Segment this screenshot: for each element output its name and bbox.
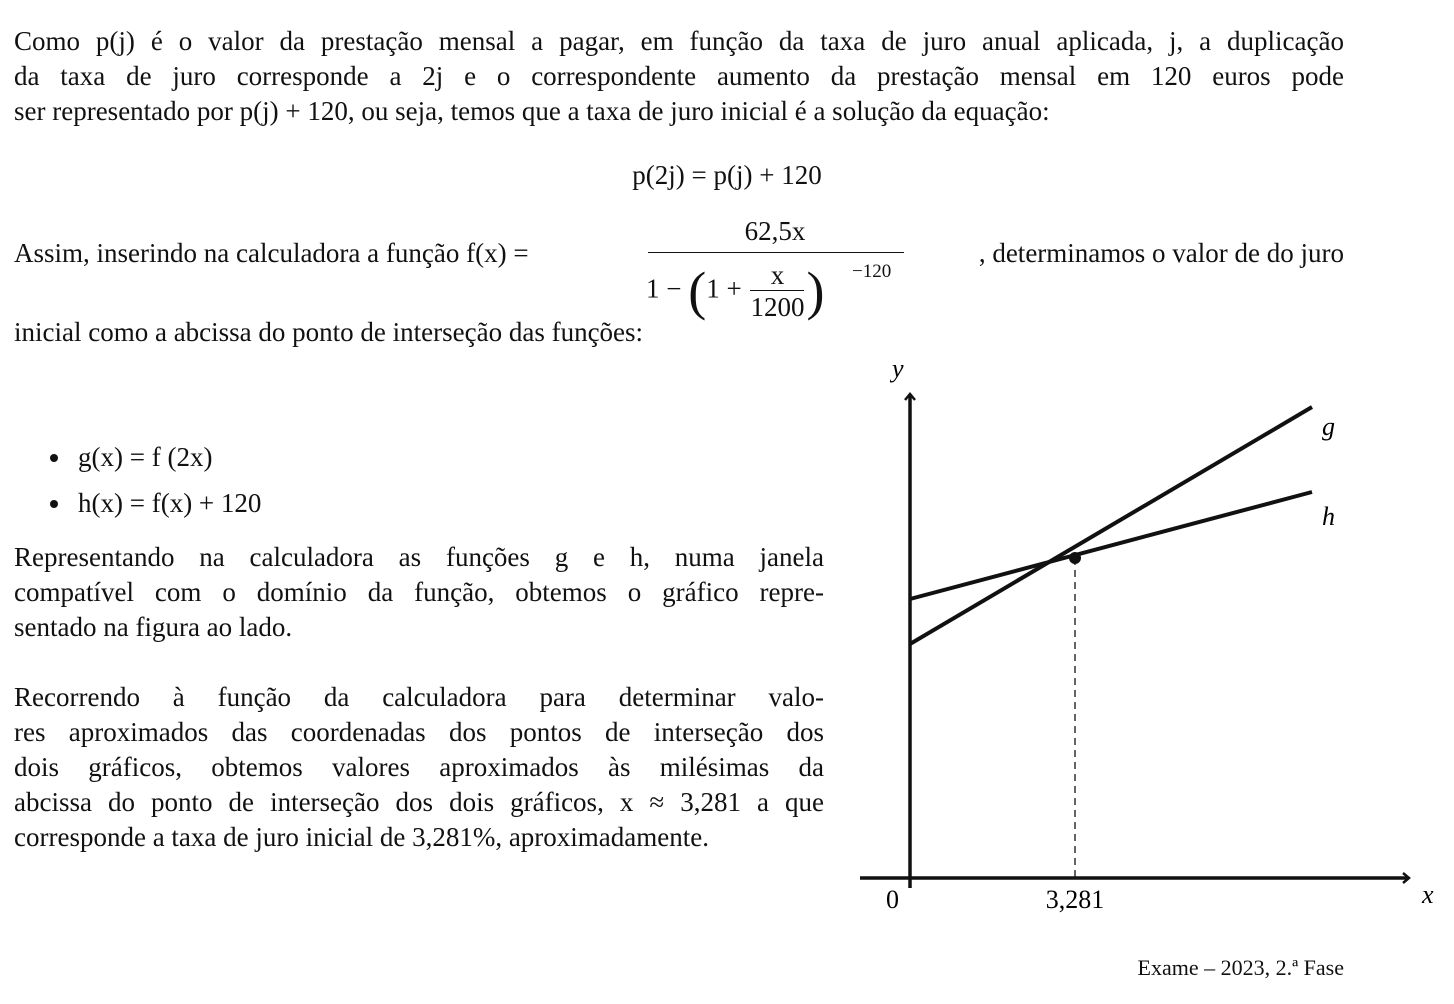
para3-line-3: dois gráficos, obtemos valores aproximados às milésimas da — [14, 752, 824, 782]
one-plus: 1 + — [706, 273, 742, 304]
x-tick-label: 3,281 — [1045, 885, 1105, 914]
para3-line-1: Recorrendo à função da calculadora para determinar valo- — [14, 682, 824, 712]
inner-denominator: 1200 — [750, 292, 805, 322]
exam-source: Exame – 2023, 2.ª Fase — [1137, 955, 1344, 980]
intro-line-2: da taxa de juro corresponde a 2j e o correspondente aumento da prestação mensal em 120 euros pode — [14, 61, 1344, 91]
assim-prefix: Assim, inserindo na calculadora a função f(x) = — [14, 238, 529, 268]
origin-label: 0 — [886, 885, 899, 914]
g-line — [910, 407, 1312, 644]
intersection-point — [1069, 552, 1081, 564]
assim-suffix: , determinamos o valor de do juro — [978, 238, 1344, 268]
left-paren: ( — [688, 261, 707, 321]
para2-line-3: sentado na figura ao lado. — [14, 612, 293, 642]
intro-line-3: ser representado por p(j) + 120, ou seja, temos que a taxa de juro inicial é a solução da equação: — [14, 96, 1050, 126]
right-paren: ) — [806, 261, 825, 321]
fraction-numerator: 62,5x — [744, 216, 806, 246]
para2-line-1: Representando na calculadora as funções g e h, numa janela — [14, 542, 824, 572]
h-line — [910, 492, 1312, 599]
fraction-bar — [648, 252, 904, 253]
denominator-prefix: 1 − — [646, 273, 682, 304]
para2-line-2: compatível com o domínio da função, obtemos o gráfico repre- — [14, 577, 824, 607]
inner-fraction — [750, 260, 804, 323]
display-equation: p(2j) = p(j) + 120 — [632, 160, 822, 190]
function-fraction — [646, 214, 906, 324]
recurring-paragraph — [14, 680, 824, 855]
fraction-exponent: −120 — [852, 261, 892, 282]
intersection-graph — [850, 350, 1434, 930]
h-line-label: h — [1322, 502, 1335, 531]
para3-line-5: corresponde a taxa de juro inicial de 3,281%, aproximadamente. — [14, 822, 709, 852]
y-axis-label: y — [892, 354, 904, 383]
x-axis-label: x — [1422, 880, 1434, 909]
fraction-denominator — [646, 260, 824, 323]
inner-numerator: x — [750, 260, 804, 291]
bullet-h: h(x) = f(x) + 120 — [78, 488, 262, 518]
bullet-dot — [50, 454, 58, 462]
para3-line-4: abcissa do ponto de interseção dos dois gráficos, x ≈ 3,281 a que — [14, 787, 824, 817]
representing-paragraph — [14, 540, 824, 645]
intro-paragraph — [14, 24, 1344, 129]
intro-line-1: Como p(j) é o valor da prestação mensal a pagar, em função da taxa de juro anual aplicada, j, a duplicação — [14, 26, 1344, 56]
para3-line-2: res aproximados das coordenadas dos pontos de interseção dos — [14, 717, 824, 747]
bullet-dot — [50, 500, 58, 508]
assim-line-2: inicial como a abcissa do ponto de interseção das funções: — [14, 317, 644, 347]
g-line-label: g — [1322, 412, 1335, 441]
bullet-g: g(x) = f (2x) — [78, 442, 213, 472]
